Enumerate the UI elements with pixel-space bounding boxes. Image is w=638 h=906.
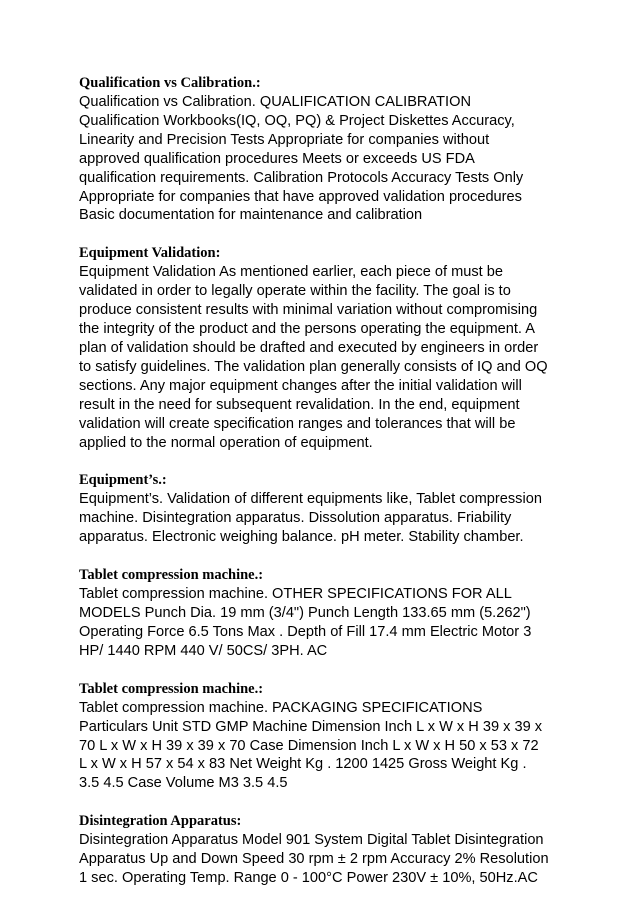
section-qualification-vs-calibration [79,73,579,225]
body-line: 3.5 4.5 Case Volume M3 3.5 4.5 [79,775,288,792]
body-line: result in the need for subsequent revalidation. In the end, equipment [79,396,520,413]
body-line: qualification requirements. Calibration Protocols Accuracy Tests Only [79,169,524,186]
section-heading: Disintegration Apparatus: [79,813,242,830]
section-heading: Tablet compression machine.: [79,567,264,584]
document-page [79,73,579,906]
body-line: 1 sec. Operating Temp. Range 0 - 100°C Power 230V ± 10%, 50Hz.AC [79,870,538,887]
body-line: approved qualification procedures Meets or exceeds US FDA [79,150,475,167]
section-disintegration-apparatus [79,811,579,888]
body-line: sections. Any major equipment changes after the initial validation will [79,377,522,394]
body-line: Tablet compression machine. OTHER SPECIFICATIONS FOR ALL [79,586,512,603]
body-line: Basic documentation for maintenance and calibration [79,207,423,224]
body-line: L x W x H 57 x 54 x 83 Net Weight Kg . 1200 1425 Gross Weight Kg . [79,756,527,773]
body-line: produce consistent results with minimal variation without compromising [79,302,538,319]
body-line: machine. Disintegration apparatus. Dissolution apparatus. Friability [79,510,512,527]
body-line: Particulars Unit STD GMP Machine Dimension Inch L x W x H 39 x 39 x [79,718,543,735]
body-line: to satisfy guidelines. The validation plan generally consists of IQ and OQ [79,358,548,375]
body-line: apparatus. Electronic weighing balance. pH meter. Stability chamber. [79,529,524,546]
section-heading: Tablet compression machine.: [79,680,264,697]
body-line: MODELS Punch Dia. 19 mm (3/4") Punch Length 133.65 mm (5.262") [79,605,531,622]
body-line: plan of validation should be drafted and executed by engineers in order [79,339,539,356]
body-line: 70 L x W x H 39 x 39 x 70 Case Dimension Inch L x W x H 50 x 53 x 72 [79,737,539,754]
body-line: validation will create specification ranges and tolerances that will be [79,415,516,432]
section-heading: Equipment Validation: [79,245,221,262]
section-tablet-compression-other-specs [79,565,579,661]
body-line: Disintegration Apparatus Model 901 System Digital Tablet Disintegration [79,832,544,849]
section-equipments [79,470,579,547]
body-line: Qualification vs Calibration. QUALIFICATION CALIBRATION [79,94,471,110]
body-line: Apparatus Up and Down Speed 30 rpm ± 2 rpm Accuracy 2% Resolution [79,851,549,868]
body-line: Linearity and Precision Tests Appropriate for companies without [79,131,490,148]
body-line: validated in order to legally operate within the facility. The goal is to [79,283,511,300]
body-line: Tablet compression machine. PACKAGING SPECIFICATIONS [79,699,483,716]
body-line: Equipment’s. Validation of different equipments like, Tablet compression [79,491,542,508]
body-line: Operating Force 6.5 Tons Max . Depth of Fill 17.4 mm Electric Motor 3 [79,623,532,640]
body-line: Equipment Validation As mentioned earlier, each piece of must be [79,264,504,281]
body-line: applied to the normal operation of equipment. [79,434,373,451]
body-line: Qualification Workbooks(IQ, OQ, PQ) & Project Diskettes Accuracy, [79,112,515,129]
section-tablet-compression-packaging-specs [79,679,579,794]
body-line: the integrity of the product and the persons operating the equipment. A [79,321,535,338]
section-heading: Qualification vs Calibration.: [79,75,261,91]
section-heading: Equipment’s.: [79,472,167,489]
section-equipment-validation [79,243,579,452]
body-line: Appropriate for companies that have approved validation procedures [79,188,522,205]
body-line: HP/ 1440 RPM 440 V/ 50CS/ 3PH. AC [79,642,328,659]
